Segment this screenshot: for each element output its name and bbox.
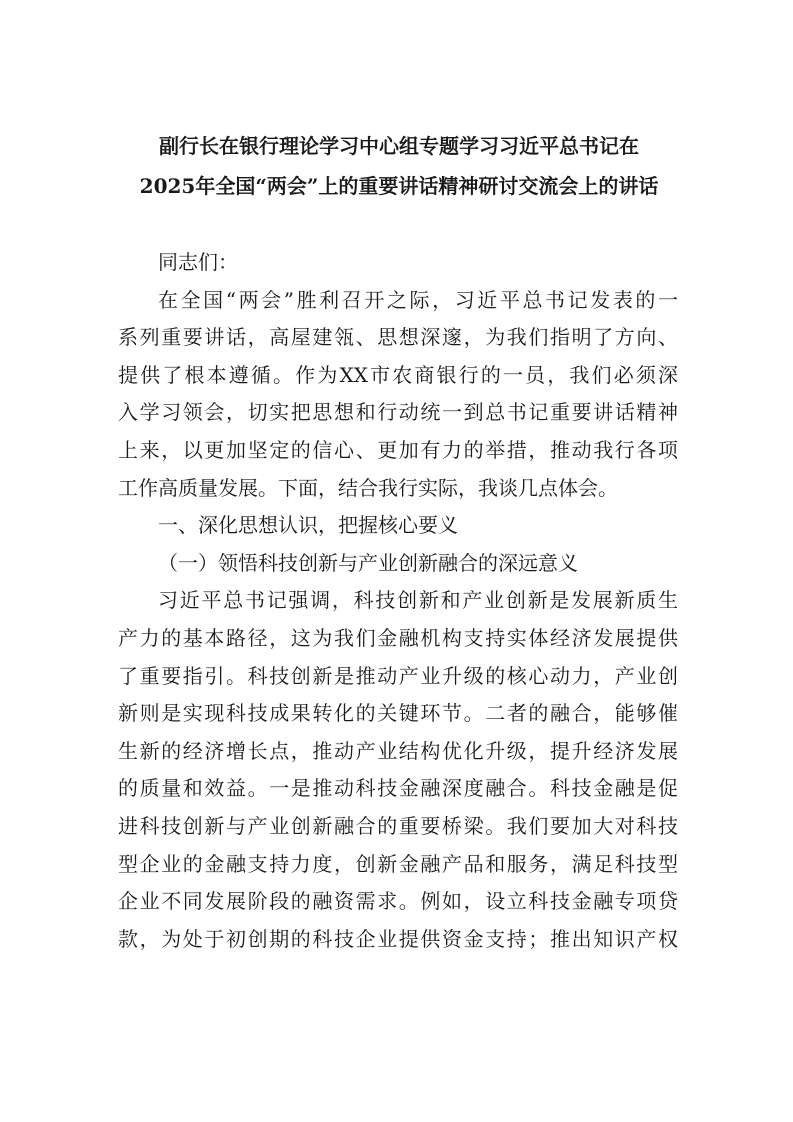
paragraph-line: 产力的基本路径，这为我们金融机构支持实体经济发展提供 — [118, 625, 678, 650]
title-line-2: 2025年全国“两会”上的重要讲话精神研讨交流会上的讲话 — [139, 174, 659, 198]
paragraph-line: 款，为处于初创期的科技企业提供资金支持；推出知识产权 — [118, 926, 678, 951]
paragraph-line: 了重要指引。科技创新是推动产业升级的核心动力，产业创 — [118, 663, 678, 688]
paragraph-line: 习近平总书记强调，科技创新和产业创新是发展新质生 — [158, 588, 678, 613]
paragraph-line: 提供了根本遵循。作为XX市农商银行的一员，我们必须深 — [118, 362, 678, 387]
paragraph-line: 系列重要讲话，高屋建瓴、思想深邃，为我们指明了方向、 — [118, 325, 678, 350]
subsection-heading: （一）领悟科技创新与产业创新融合的深远意义 — [158, 550, 578, 575]
paragraph-line: 工作高质量发展。下面，结合我行实际，我谈几点体会。 — [118, 475, 618, 500]
salutation: 同志们： — [158, 250, 238, 274]
document-body — [118, 244, 678, 958]
paragraph-line: 企业不同发展阶段的融资需求。例如，设立科技金融专项贷 — [118, 889, 678, 914]
paragraph-line: 上来，以更加坚定的信心、更加有力的举措，推动我行各项 — [118, 437, 678, 462]
paragraph-line: 进科技创新与产业创新融合的重要桥梁。我们要加大对科技 — [118, 813, 678, 838]
paragraph-line: 入学习领会，切实把思想和行动统一到总书记重要讲话精神 — [118, 400, 678, 425]
paragraph-line: 新则是实现科技成果转化的关键环节。二者的融合，能够催 — [118, 701, 678, 726]
paragraph-line: 生新的经济增长点，推动产业结构优化升级，提升经济发展 — [118, 738, 678, 763]
document-title — [118, 126, 680, 206]
title-line-1: 副行长在银行理论学习中心组专题学习习近平总书记在 — [159, 134, 639, 158]
section-heading: 一、深化思想认识，把握核心要义 — [158, 513, 458, 538]
paragraph-line: 的质量和效益。一是推动科技金融深度融合。科技金融是促 — [118, 776, 678, 801]
paragraph-line: 型企业的金融支持力度，创新金融产品和服务，满足科技型 — [118, 851, 678, 876]
paragraph-line: 在全国“两会”胜利召开之际，习近平总书记发表的一 — [158, 287, 678, 312]
